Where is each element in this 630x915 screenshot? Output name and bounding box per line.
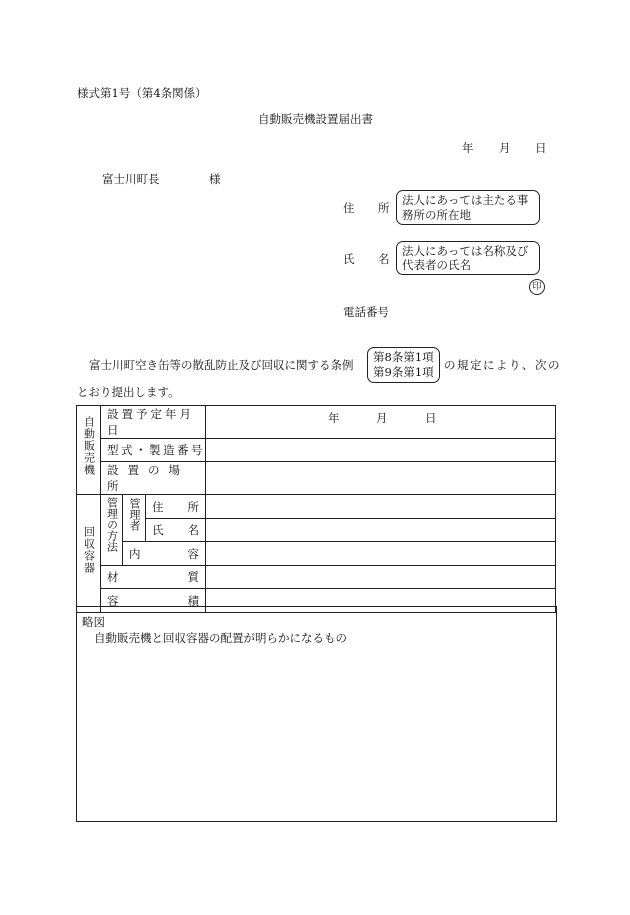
manager-name-label-1: 氏	[152, 523, 164, 537]
material-label-cell	[101, 566, 206, 589]
material-value-cell[interactable]	[206, 566, 556, 589]
material-label-2: 質	[187, 570, 200, 584]
date-month: 月	[499, 141, 511, 155]
article-2: 第9条第1項	[373, 365, 434, 379]
management-method-label: 管理の方法	[105, 497, 119, 552]
content-label	[123, 546, 205, 562]
install-date-day: 日	[425, 411, 437, 425]
name-note-bracket	[396, 241, 540, 275]
statement-text-after: の規定により、次の	[444, 358, 561, 372]
install-date-year: 年	[328, 411, 340, 425]
details-table	[76, 405, 556, 613]
content-label-2: 容	[187, 546, 200, 561]
material-label	[101, 569, 205, 585]
model-serial-label-cell	[101, 439, 206, 462]
capacity-label-1: 容	[107, 593, 119, 608]
install-place-value-cell[interactable]	[206, 462, 556, 495]
manager-label: 管理者	[128, 498, 141, 531]
model-serial-value-cell[interactable]	[206, 439, 556, 462]
name-note-line-1: 法人にあっては名称及び	[402, 244, 529, 258]
manager-name-value-cell[interactable]	[206, 519, 556, 542]
capacity-label-2: 積	[187, 593, 200, 608]
articles-bracket	[367, 347, 440, 383]
address-label-1: 住	[343, 201, 355, 215]
seal-mark: 印	[529, 279, 545, 295]
article-1: 第8条第1項	[373, 350, 434, 364]
addressee-name: 富士川町長	[102, 172, 160, 186]
name-label-1: 氏	[343, 252, 355, 266]
manager-address-label	[146, 499, 205, 515]
model-serial-label: 型式・製造番号	[107, 443, 205, 457]
name-label-2: 名	[378, 252, 390, 266]
addressee-honorific: 様	[209, 172, 221, 186]
manager-address-label-2: 所	[187, 499, 200, 514]
install-date-label-cell	[101, 406, 206, 439]
manager-name-label-cell	[146, 519, 206, 542]
manager-cell	[123, 495, 146, 542]
sketch-box[interactable]	[76, 606, 557, 822]
manager-address-value-cell[interactable]	[206, 495, 556, 519]
install-date-label: 設置予定年月日	[107, 407, 194, 437]
address-note-bracket	[396, 190, 540, 225]
address-label-2: 所	[378, 201, 390, 215]
content-label-cell	[123, 542, 206, 566]
content-value-cell[interactable]	[206, 542, 556, 566]
material-label-1: 材	[107, 570, 119, 584]
statement-line-2: とおり提出します。	[77, 385, 180, 399]
address-note-line-2: 務所の所在地	[402, 208, 471, 222]
manager-address-label-cell	[146, 495, 206, 519]
recovery-container-label: 回収容器	[82, 525, 96, 574]
document-title: 自動販売機設置届出書	[258, 112, 373, 126]
name-note-line-2: 代表者の氏名	[402, 258, 471, 272]
phone-label: 電話番号	[343, 305, 389, 319]
content-label-1: 内	[129, 546, 141, 561]
sketch-title: 略図	[82, 615, 105, 629]
install-place-label: 設置の場所	[107, 463, 189, 493]
install-date-month: 月	[376, 411, 388, 425]
sketch-description: 自動販売機と回収容器の配置が明らかになるもの	[94, 631, 347, 645]
address-note-line-1: 法人にあっては主たる事	[402, 193, 529, 207]
manager-address-label-1: 住	[152, 499, 164, 514]
recovery-container-group	[77, 495, 101, 613]
manager-name-label	[146, 522, 205, 538]
form-number: 様式第1号（第4条関係）	[77, 86, 207, 100]
install-place-label-cell	[101, 462, 206, 495]
date-day: 日	[535, 141, 547, 155]
manager-name-label-2: 名	[187, 523, 200, 537]
statement-text-before: 富士川町空き缶等の散乱防止及び回収に関する条例	[89, 358, 354, 372]
date-year: 年	[462, 141, 474, 155]
management-method-cell	[101, 495, 123, 566]
install-date-value-cell[interactable]	[206, 406, 556, 439]
vending-machine-group	[77, 406, 101, 495]
vending-machine-label: 自動販売機	[82, 416, 96, 476]
